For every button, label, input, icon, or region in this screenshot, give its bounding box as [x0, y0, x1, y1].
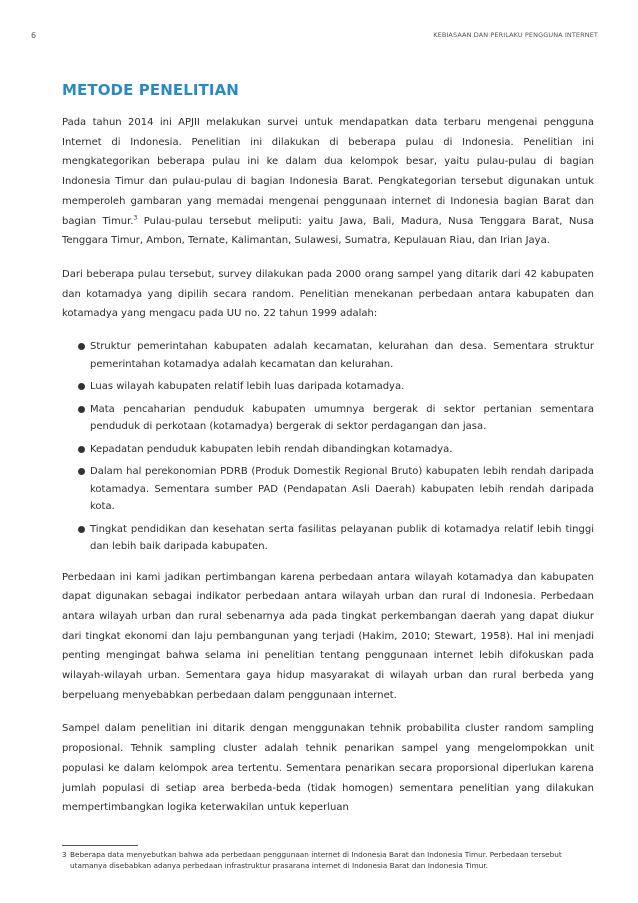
- paragraph-1-text-continued: Pulau-pulau tersebut meliputi: yaitu Jawa, Bali, Madura, Nusa Tenggara Barat, Nusa Tenggara Timur, Ambon, Ternate, Kalimantan, Sulawesi, Sumatra, Kepulauan Riau, dan Irian Jaya.: [62, 215, 594, 247]
- list-item-text: Struktur pemerintahan kabupaten adalah kecamatan, kelurahan dan desa. Sementara struktur pemerintahan kotamadya adalah kecamatan dan kelurahan.: [90, 341, 594, 370]
- list-item: [78, 401, 594, 436]
- list-item-text: Tingkat pendidikan dan kesehatan serta fasilitas pelayanan publik di kotamadya relatif lebih tinggi dan lebih baik daripada kabupaten.: [90, 523, 594, 553]
- paragraph-2: Dari beberapa pulau tersebut, survey dilakukan pada 2000 orang sampel yang ditarik dari 42 kabupaten dan kotamadya yang dipilih secara random. Penelitian menekanan perbedaan antara kabupaten dan kotamadya yang mengacu pada UU no. 22 tahun 1999 adalah:: [62, 268, 594, 320]
- list-item: [78, 338, 594, 373]
- footnote-reference[interactable]: 3: [133, 214, 138, 222]
- bullet-icon: [78, 406, 85, 413]
- section-title: METODE PENELITIAN: [62, 81, 239, 99]
- bullet-icon: [78, 446, 85, 453]
- list-item-text: Kepadatan penduduk kabupaten lebih rendah dibandingkan kotamadya.: [90, 443, 453, 455]
- footnote: [62, 850, 594, 871]
- bullet-icon: [78, 383, 85, 390]
- bullet-icon: [78, 526, 85, 533]
- page-number: 6: [31, 31, 37, 40]
- list-item-text: Mata pencaharian penduduk kabupaten umumnya bergerak di sektor pertanian sementara penduduk di perkotaan (kotamadya) bergerak di sektor perdagangan dan jasa.: [90, 403, 594, 433]
- list-item-text: Luas wilayah kabupaten relatif lebih luas daripada kotamadya.: [90, 381, 405, 393]
- list-item-text: Dalam hal perekonomian PDRB (Produk Domestik Regional Bruto) kabupaten lebih rendah daripada kotamadya. Sementara sumber PAD (Pendapatan Asli Daerah) kabupaten lebih rendah daripada kota.: [90, 466, 594, 513]
- bullet-icon: [78, 343, 85, 350]
- list-item: [78, 378, 594, 396]
- paragraph-1: [62, 113, 594, 251]
- running-header: KEBIASAAN DAN PERILAKU PENGGUNA INTERNET: [433, 31, 598, 39]
- bullet-icon: [78, 468, 85, 475]
- list-item: [78, 521, 594, 556]
- footnote-text: Beberapa data menyebutkan bahwa ada perbedaan penggunaan internet di Indonesia Barat dan Indonesia Timur. Perbedaan tersebut utamanya disebabkan adanya perbedaan infrastruktur prasarana internet di Indonesia Barat dan Indonesia Timur.: [70, 850, 562, 870]
- list-item: [78, 463, 594, 516]
- footnote-divider: [62, 845, 138, 846]
- paragraph-1-text: Pada tahun 2014 ini APJII melakukan survei untuk mendapatkan data terbaru mengenai pengguna Internet di Indonesia. Penelitian ini dilakukan di beberapa pulau di Indonesia. Penelitian ini mengkategorikan beberapa pulau ini ke dalam dua kelompok besar, yaitu pulau-pulau di bagian Indonesia Timur dan pulau-pulau di bagian Indonesia Barat. Pengkategorian tersebut digunakan untuk memperoleh gambaran yang memadai mengenai penggunaan internet di Indonesia bagian Barat dan bagian Timur.: [62, 117, 594, 227]
- paragraph-4: Sampel dalam penelitian ini ditarik dengan menggunakan tehnik probabilita cluster random sampling proposional. Tehnik sampling cluster adalah tehnik penarikan sampel yang mengelompokkan unit populasi ke dalam kelompok area tertentu. Sementara penarikan secara proporsional diperlukan karena jumlah populasi di setiap area berbeda-beda (tidak homogen) sementara penelitian yang dilakukan mempertimbangkan logika keterwakilan untuk keperluan: [62, 723, 594, 814]
- footnote-number: 3: [62, 850, 67, 859]
- list-item: [78, 441, 594, 459]
- paragraph-3: Perbedaan ini kami jadikan pertimbangan karena perbedaan antara wilayah kotamadya dan kabupaten dapat digunakan sebagai indikator perbedaan antara wilayah urban dan rural di Indonesia. Perbedaan antara wilayah urban dan rural sebenarnya ada pada tingkat perkembangan daerah yang dapat diukur dari tingkat ekonomi dan laju pembangunan yang terjadi (Hakim, 2010; Stewart, 1958). Hal ini menjadi penting mengingat bahwa selama ini penelitian tentang penggunaan internet lebih difokuskan pada wilayah-wilayah urban. Sementara gaya hidup masyarakat di wilayah urban dan rural berbeda yang berpeluang menyebabkan perbedaan dalam penggunaan internet.: [62, 571, 594, 701]
- criteria-list: [62, 338, 594, 556]
- main-content: [62, 81, 594, 832]
